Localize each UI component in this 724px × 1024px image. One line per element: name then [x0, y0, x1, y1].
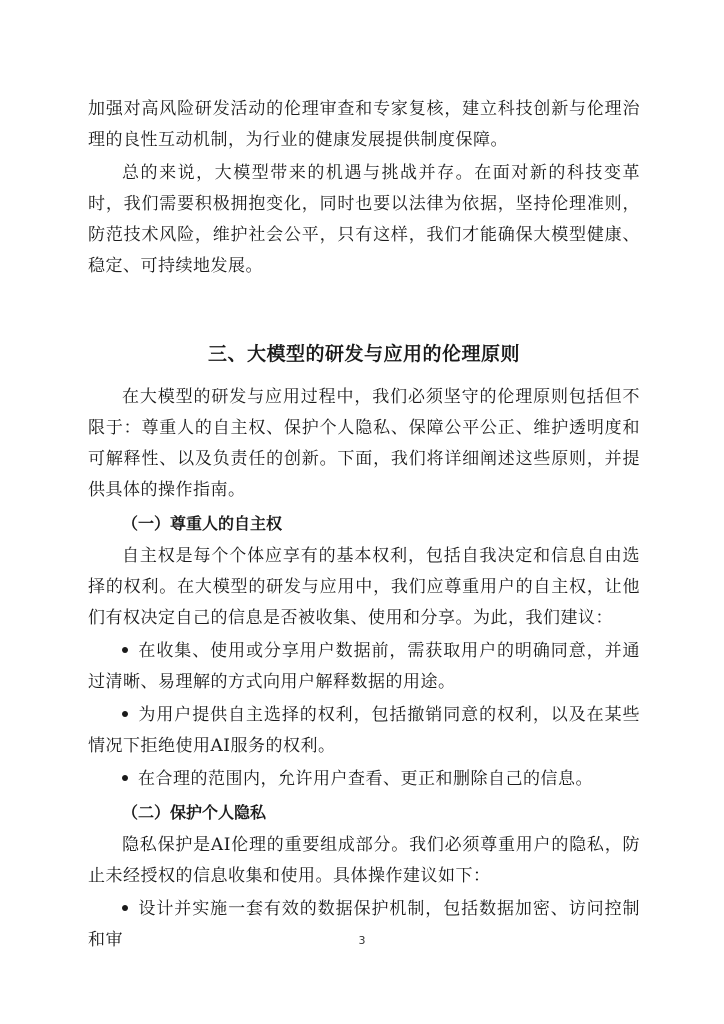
- list-item: [88, 700, 640, 762]
- subsection-body-privacy: 隐私保护是AI伦理的重要组成部分。我们必须尊重用户的隐私，防止未经授权的信息收集和使用。具体操作建议如下：: [88, 835, 640, 886]
- subsection-body-autonomy: 自主权是每个个体应享有的基本权利，包括自我决定和信息自由选择的权利。在大模型的研发与应用中，我们应尊重用户的自主权，让他们有权决定自己的信息是否被收集、使用和分享。为此，我们建议：: [88, 546, 640, 628]
- list-item-text: 在收集、使用或分享用户数据前，需获取用户的明确同意，并通过清晰、易理解的方式向用户解释数据的用途。: [88, 641, 640, 692]
- list-item: [88, 636, 640, 698]
- list-item-text: 为用户提供自主选择的权利，包括撤销同意的权利，以及在某些情况下拒绝使用AI服务的权利。: [88, 705, 640, 756]
- list-item-text: 设计并实施一套有效的数据保护机制，包括数据加密、访问控制和审: [88, 899, 640, 950]
- section-intro-paragraph: 在大模型的研发与应用过程中，我们必须坚守的伦理原则包括但不限于：尊重人的自主权、保护个人隐私、保障公平公正、维护透明度和可解释性、以及负责任的创新。下面，我们将详细阐述这些原则，并提供具体的操作指南。: [88, 387, 640, 500]
- bullet-icon: [122, 775, 128, 781]
- bullet-icon: [122, 905, 128, 911]
- subsection-heading-autonomy: （一）尊重人的自主权: [122, 514, 283, 533]
- page-number: 3: [358, 934, 366, 947]
- section-title: 三、大模型的研发与应用的伦理原则: [207, 343, 520, 365]
- subsection-heading-privacy: （二）保护个人隐私: [122, 803, 267, 822]
- bullet-icon: [122, 647, 128, 653]
- list-item-text: 在合理的范围内，允许用户查看、更正和删除自己的信息。: [138, 769, 593, 789]
- bullet-icon: [122, 711, 128, 717]
- paragraph-continuation: 加强对高风险研发活动的伦理审查和专家复核，建立科技创新与伦理治理的良性互动机制，为行业的健康发展提供制度保障。: [88, 99, 640, 150]
- paragraph-summary: 总的来说，大模型带来的机遇与挑战并存。在面对新的科技变革时，我们需要积极拥抱变化，同时也要以法律为依据，坚持伦理准则，防范技术风险，维护社会公平，只有这样，我们才能确保大模型健康、稳定、可持续地发展。: [88, 163, 640, 276]
- list-item: [88, 764, 640, 795]
- page-content: [88, 94, 640, 958]
